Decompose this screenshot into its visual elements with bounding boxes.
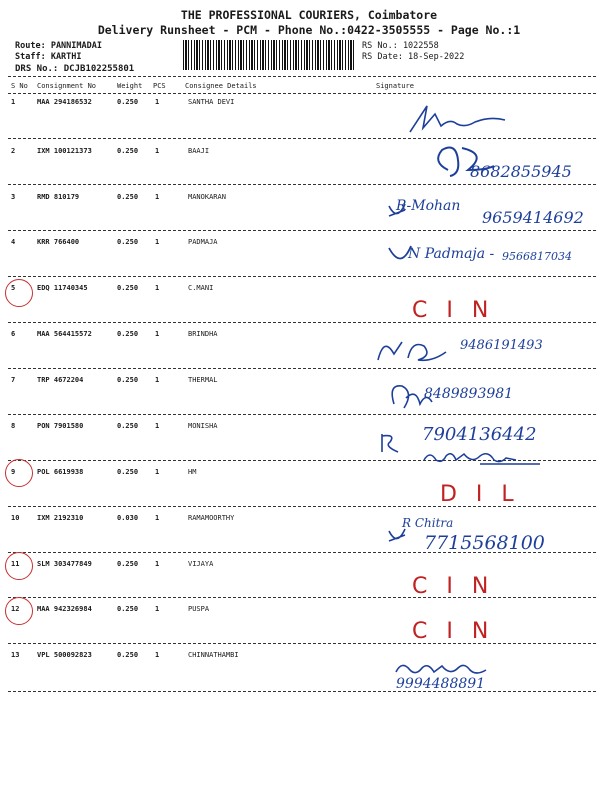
weight-value: 0.250 bbox=[117, 560, 139, 568]
header-top-rule bbox=[8, 76, 596, 77]
consignment-number: SLM 303477849 bbox=[37, 560, 92, 568]
col-sno: S No bbox=[11, 82, 28, 90]
pieces-count: 1 bbox=[155, 651, 160, 659]
runsheet-subtitle: Delivery Runsheet - PCM - Phone No.:0422-3505555 - Page No.:1 bbox=[97, 23, 521, 37]
consignment-number: IXM 2192310 bbox=[37, 514, 84, 522]
drs-number: DRS No.: DCJB102255801 bbox=[15, 64, 135, 74]
pieces-count: 1 bbox=[155, 560, 160, 568]
row-serial: 5 bbox=[11, 284, 16, 292]
weight-value: 0.250 bbox=[117, 422, 139, 430]
row-5-mark-circle bbox=[5, 279, 33, 307]
signature-scribble-row-13-tamil bbox=[392, 658, 492, 680]
company-title: THE PROFESSIONAL COURIERS, Coimbatore bbox=[180, 8, 438, 22]
pieces-count: 1 bbox=[155, 284, 160, 292]
pieces-count: 1 bbox=[155, 376, 160, 384]
row-serial: 10 bbox=[11, 514, 20, 522]
header-bottom-rule bbox=[8, 93, 596, 94]
row-rule bbox=[8, 276, 596, 277]
weight-value: 0.250 bbox=[117, 468, 139, 476]
pieces-count: 1 bbox=[155, 98, 160, 106]
rs-date: RS Date: 18-Sep-2022 bbox=[362, 52, 465, 62]
row-serial: 2 bbox=[11, 147, 16, 155]
row-12-mark-circle bbox=[5, 597, 33, 625]
consignee-name: PADMAJA bbox=[188, 238, 218, 246]
col-pcs: PCS bbox=[153, 82, 166, 90]
row-rule bbox=[8, 368, 596, 369]
signature-scribble-row-6 bbox=[372, 332, 452, 368]
consignment-number: POL 6619938 bbox=[37, 468, 84, 476]
consignee-name: RAMAMOORTHY bbox=[188, 514, 235, 522]
consignee-name: BAAJI bbox=[188, 147, 210, 155]
pieces-count: 1 bbox=[155, 147, 160, 155]
signature-scribble-row-10-mark bbox=[385, 525, 407, 549]
pieces-count: 1 bbox=[155, 514, 160, 522]
weight-value: 0.250 bbox=[117, 284, 139, 292]
weight-value: 0.250 bbox=[117, 98, 139, 106]
col-consignee: Consignee Details bbox=[185, 82, 257, 90]
consignee-name: MANOKARAN bbox=[188, 193, 226, 201]
row-serial: 7 bbox=[11, 376, 16, 384]
row-serial: 12 bbox=[11, 605, 20, 613]
consignment-number: TRP 4672204 bbox=[37, 376, 84, 384]
pieces-count: 1 bbox=[155, 468, 160, 476]
row-rule bbox=[8, 414, 596, 415]
consignee-name: MONISHA bbox=[188, 422, 218, 430]
receiver-phone-handwritten: 9566817034 bbox=[502, 250, 572, 263]
consignment-number: MAA 942326984 bbox=[37, 605, 92, 613]
signature-scribble-row-8-tamil bbox=[420, 446, 550, 468]
consignment-number: IXM 100121373 bbox=[37, 147, 92, 155]
receiver-phone-handwritten: 7904136442 bbox=[422, 424, 537, 445]
row-serial: 3 bbox=[11, 193, 16, 201]
consignment-number: RMD 810179 bbox=[37, 193, 80, 201]
weight-value: 0.250 bbox=[117, 238, 139, 246]
consignee-name: BRINDHA bbox=[188, 330, 218, 338]
row-serial: 11 bbox=[11, 560, 20, 568]
receiver-signature-text: N Padmaja - bbox=[408, 246, 495, 262]
receiver-signature-text: R-Mohan bbox=[396, 198, 461, 214]
weight-value: 0.030 bbox=[117, 514, 139, 522]
consignment-number: MAA 294186532 bbox=[37, 98, 92, 106]
weight-value: 0.250 bbox=[117, 147, 139, 155]
consignment-number: VPL 500092823 bbox=[37, 651, 92, 659]
consignee-name: PUSPA bbox=[188, 605, 210, 613]
weight-value: 0.250 bbox=[117, 376, 139, 384]
row-serial: 4 bbox=[11, 238, 16, 246]
signature-scribble-row-2 bbox=[428, 140, 498, 182]
pieces-count: 1 bbox=[155, 605, 160, 613]
consignee-name: HM bbox=[188, 468, 197, 476]
row-serial: 1 bbox=[11, 98, 16, 106]
delivery-status-handwritten: C I N bbox=[412, 619, 495, 644]
pieces-count: 1 bbox=[155, 422, 160, 430]
consignee-name: SANTHA DEVI bbox=[188, 98, 235, 106]
signature-scribble-row-4-mark bbox=[385, 242, 415, 272]
receiver-phone-handwritten: 7715568100 bbox=[424, 532, 545, 554]
receiver-phone-handwritten: 9486191493 bbox=[460, 338, 543, 353]
weight-value: 0.250 bbox=[117, 330, 139, 338]
consignment-number: KRR 766400 bbox=[37, 238, 80, 246]
pieces-count: 1 bbox=[155, 193, 160, 201]
consignment-number: MAA 564415572 bbox=[37, 330, 92, 338]
pieces-count: 1 bbox=[155, 330, 160, 338]
row-serial: 9 bbox=[11, 468, 16, 476]
row-serial: 6 bbox=[11, 330, 16, 338]
row-rule bbox=[8, 597, 596, 598]
delivery-status-handwritten: D I L bbox=[440, 482, 520, 507]
row-rule bbox=[8, 691, 596, 692]
col-signature: Signature bbox=[376, 82, 414, 90]
row-9-mark-circle bbox=[5, 459, 33, 487]
col-weight: Weight bbox=[117, 82, 143, 90]
route-label: Route: PANNIMADAI bbox=[15, 41, 102, 51]
receiver-phone-handwritten: 9994488891 bbox=[396, 676, 486, 692]
consignment-number: EDQ 11740345 bbox=[37, 284, 88, 292]
weight-value: 0.250 bbox=[117, 651, 139, 659]
weight-value: 0.250 bbox=[117, 193, 139, 201]
row-rule bbox=[8, 643, 596, 644]
row-11-mark-circle bbox=[5, 552, 33, 580]
rs-number: RS No.: 1022558 bbox=[362, 41, 439, 51]
signature-scribble-row-3-mark bbox=[385, 200, 407, 222]
row-rule bbox=[8, 230, 596, 231]
delivery-status-handwritten: C I N bbox=[412, 298, 495, 323]
row-serial: 13 bbox=[11, 651, 20, 659]
consignee-name: C.MANI bbox=[188, 284, 214, 292]
consignee-name: CHINNATHAMBI bbox=[188, 651, 239, 659]
signature-scribble-row-1 bbox=[405, 100, 515, 140]
weight-value: 0.250 bbox=[117, 605, 139, 613]
row-serial: 8 bbox=[11, 422, 16, 430]
consignee-name: VIJAYA bbox=[188, 560, 214, 568]
receiver-phone-handwritten: 8682855945 bbox=[470, 162, 572, 181]
consignment-number: PON 7901580 bbox=[37, 422, 84, 430]
receiver-phone-handwritten: 8489893981 bbox=[424, 386, 514, 402]
signature-scribble-row-7 bbox=[384, 378, 434, 414]
barcode bbox=[183, 40, 356, 70]
receiver-signature-text: R Chitra bbox=[402, 516, 454, 530]
delivery-status-handwritten: C I N bbox=[412, 574, 495, 599]
staff-label: Staff: KARTHI bbox=[15, 52, 82, 62]
row-rule bbox=[8, 322, 596, 323]
receiver-phone-handwritten: 9659414692 bbox=[482, 208, 584, 227]
consignee-name: THERMAL bbox=[188, 376, 218, 384]
pieces-count: 1 bbox=[155, 238, 160, 246]
signature-scribble-row-8 bbox=[376, 430, 406, 454]
row-rule bbox=[8, 184, 596, 185]
col-consignment: Consignment No bbox=[37, 82, 97, 90]
